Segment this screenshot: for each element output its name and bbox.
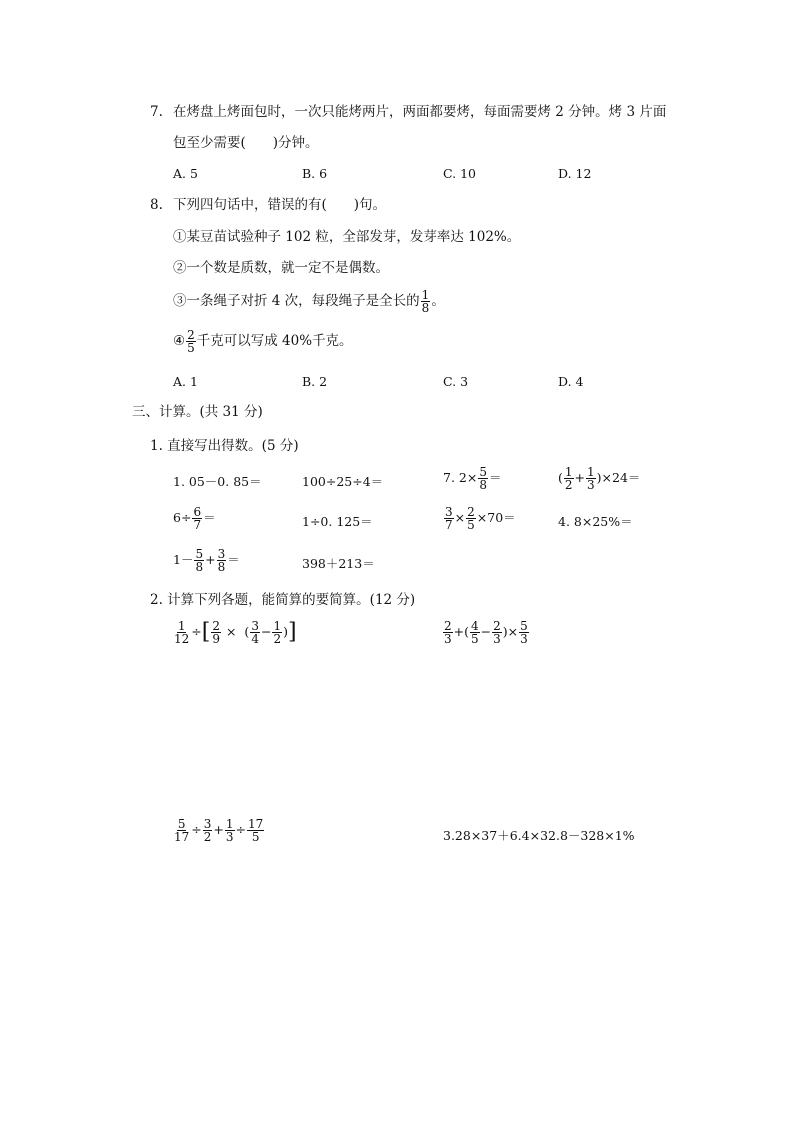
fraction: $\frac{5}{17}$ (174, 817, 190, 845)
fraction: $\frac{5}{3}$ (520, 619, 528, 647)
fraction: $\frac{1}{3}$ (587, 465, 595, 493)
expr-6: 1÷0. 125＝ (302, 514, 373, 529)
fraction: $\frac{17}{5}$ (248, 817, 264, 845)
fraction: $\frac{5}{8}$ (195, 547, 204, 575)
expr-8: 4. 8×25%＝ (558, 514, 633, 529)
expr-1: 1. 05－0. 85＝ (173, 474, 262, 489)
fraction: $\frac{1}{8}$ (421, 288, 430, 316)
fraction: $\frac{1}{12}$ (174, 619, 190, 647)
part-2-title: 2. 计算下列各题，能简算的要简算。(12 分) (150, 592, 416, 608)
q7-option-c: C. 10 (443, 166, 476, 181)
q8-statement-3: ③一条绳子对折 4 次，每段绳子是全长的 $\frac{1}{8}$ 。 (173, 288, 445, 316)
expr-2: 100÷25÷4＝ (302, 474, 384, 489)
q8-option-c: C. 3 (443, 374, 469, 389)
fraction: $\frac{6}{7}$ (193, 505, 202, 533)
right-bracket: ] (287, 619, 297, 645)
q8-option-d: D. 4 (558, 374, 584, 389)
q8-option-a: A. 1 (173, 374, 198, 389)
fraction: $\frac{3}{7}$ (445, 505, 453, 533)
part-1-title: 1. 直接写出得数。(5 分) (150, 438, 299, 454)
expr-7: $\frac{3}{7}$ × $\frac{2}{5}$ ×70＝ (445, 505, 516, 533)
fraction: $\frac{4}{5}$ (471, 619, 479, 647)
calc-3: $\frac{5}{17}$ ÷ $\frac{3}{2}$ + $\frac{1}{3}$ ÷ $\frac{17}{5}$ (174, 817, 264, 845)
fraction: $\frac{2}{9}$ (212, 619, 220, 647)
expr-9: 1－ $\frac{5}{8}$ + $\frac{3}{8}$ ＝ (173, 547, 240, 575)
q8-option-b: B. 2 (302, 374, 328, 389)
fraction: $\frac{3}{2}$ (203, 817, 212, 845)
q7-number: 7. (150, 104, 163, 120)
q7-line1: 在烤盘上烤面包时，一次只能烤两片，两面都要烤，每面需要烤 2 分钟。烤 3 片面 (173, 104, 667, 120)
q8-number: 8. (150, 197, 163, 213)
fraction: $\frac{2}{5}$ (187, 328, 195, 356)
section-3-title: 三、计算。(共 31 分) (132, 404, 263, 420)
q8-statement-4: ④ $\frac{2}{5}$ 千克可以写成 40%千克。 (173, 328, 353, 356)
q8-statement-4-text: 千克可以写成 40%千克。 (196, 333, 353, 350)
expr-5: 6÷ $\frac{6}{7}$ ＝ (173, 505, 216, 533)
q7-option-a: A. 5 (173, 166, 198, 181)
expr-10: 398＋213＝ (302, 556, 375, 571)
fraction: $\frac{1}{2}$ (273, 619, 282, 647)
q8-statement-2: ②一个数是质数，就一定不是偶数。 (173, 260, 389, 276)
q7-line2: 包至少需要( )分钟。 (173, 135, 319, 151)
q8-statement-3-text: ③一条绳子对折 4 次，每段绳子是全长的 (173, 293, 420, 310)
q7-option-d: D. 12 (558, 166, 592, 181)
calc-1: $\frac{1}{12}$ ÷[ $\frac{2}{9}$ × ( $\frac{3}{4}$ − $\frac{1}{2}$ )] (174, 619, 297, 647)
expr-4: ( $\frac{1}{2}$ + $\frac{1}{3}$ )×24＝ (558, 465, 641, 493)
q8-stem: 下列四句话中，错误的有( )句。 (173, 197, 387, 213)
fraction: $\frac{3}{4}$ (251, 619, 259, 647)
fraction: $\frac{1}{2}$ (564, 465, 573, 493)
q8-statement-1: ①某豆苗试验种子 102 粒，全部发芽，发芽率达 102%。 (173, 229, 521, 245)
expr-3: 7. 2× $\frac{5}{8}$ ＝ (443, 465, 502, 493)
calc-4: 3.28×37＋6.4×32.8－328×1% (443, 828, 635, 843)
q7-option-b: B. 6 (302, 166, 328, 181)
fraction: $\frac{1}{3}$ (225, 817, 234, 845)
fraction: $\frac{5}{8}$ (479, 465, 487, 493)
calc-2: $\frac{2}{3}$ +( $\frac{4}{5}$ − $\frac{2}{3}$ )× $\frac{5}{3}$ (444, 619, 528, 647)
fraction: $\frac{2}{3}$ (444, 619, 452, 647)
left-bracket: [ (201, 619, 211, 645)
fraction: $\frac{2}{5}$ (467, 505, 475, 533)
fraction: $\frac{3}{8}$ (217, 547, 226, 575)
fraction: $\frac{2}{3}$ (493, 619, 501, 647)
